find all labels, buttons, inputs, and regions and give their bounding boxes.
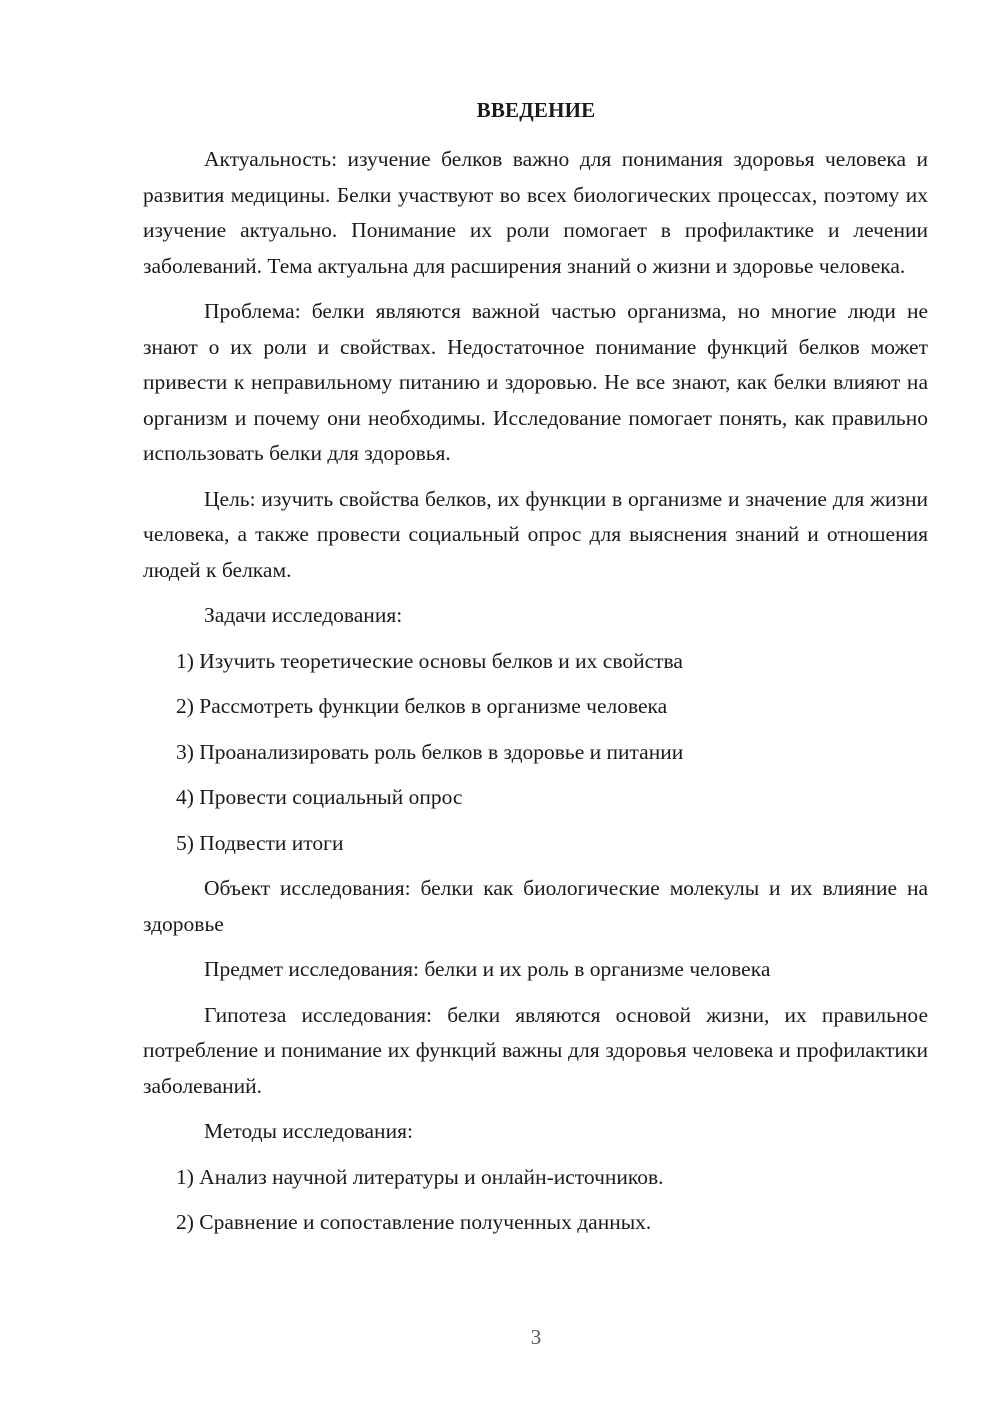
tasks-heading: Задачи исследования:	[204, 603, 403, 627]
page-title: ВВЕДЕНИЕ	[476, 98, 596, 122]
task-item-5: 5) Подвести итоги	[176, 830, 344, 855]
paragraph-hypothesis: Гипотеза исследования: белки являются основой жизни, их правильное потребление и понимание их функций важны для здоровья человека и профилактики заболеваний.	[143, 1002, 928, 1098]
task-item-1: 1) Изучить теоретические основы белков и их свойства	[176, 648, 683, 673]
paragraph-relevance: Актуальность: изучение белков важно для понимания здоровья человека и развития медицины. Белки участвуют во всех биологических процессах, поэтому их изучение актуально. Понимание их роли помогает в профилактике и лечении заболеваний. Тема актуальна для расширения знаний о жизни и здоровье человека.	[143, 147, 928, 278]
task-item-4: 4) Провести социальный опрос	[176, 785, 463, 809]
paragraph-subject: Предмет исследования: белки и их роль в организме человека	[204, 957, 771, 981]
task-item-2: 2) Рассмотреть функции белков в организме человека	[176, 694, 668, 718]
methods-heading: Методы исследования:	[204, 1119, 413, 1143]
paragraph-goal: Цель: изучить свойства белков, их функции в организме и значение для жизни человека, а также провести социальный опрос для выяснения знаний и отношения людей к белкам.	[143, 486, 928, 582]
method-item-2: 2) Сравнение и сопоставление полученных данных.	[176, 1210, 652, 1234]
method-item-1: 1) Анализ научной литературы и онлайн-источников.	[176, 1164, 664, 1189]
document-body	[143, 142, 928, 1251]
page-number: 3	[530, 1325, 542, 1349]
paragraph-problem: Проблема: белки являются важной частью организма, но многие люди не знают о их роли и свойствах. Недостаточное понимание функций белков может привести к неправильному питанию и здоровью. Не все знают, как белки влияют на организм и почему они необходимы. Исследование помогает понять, как правильно использовать белки для здоровья.	[143, 299, 928, 465]
paragraph-object: Объект исследования: белки как биологические молекулы и их влияние на здоровье	[143, 876, 928, 936]
task-item-3: 3) Проанализировать роль белков в здоровье и питании	[176, 739, 684, 764]
